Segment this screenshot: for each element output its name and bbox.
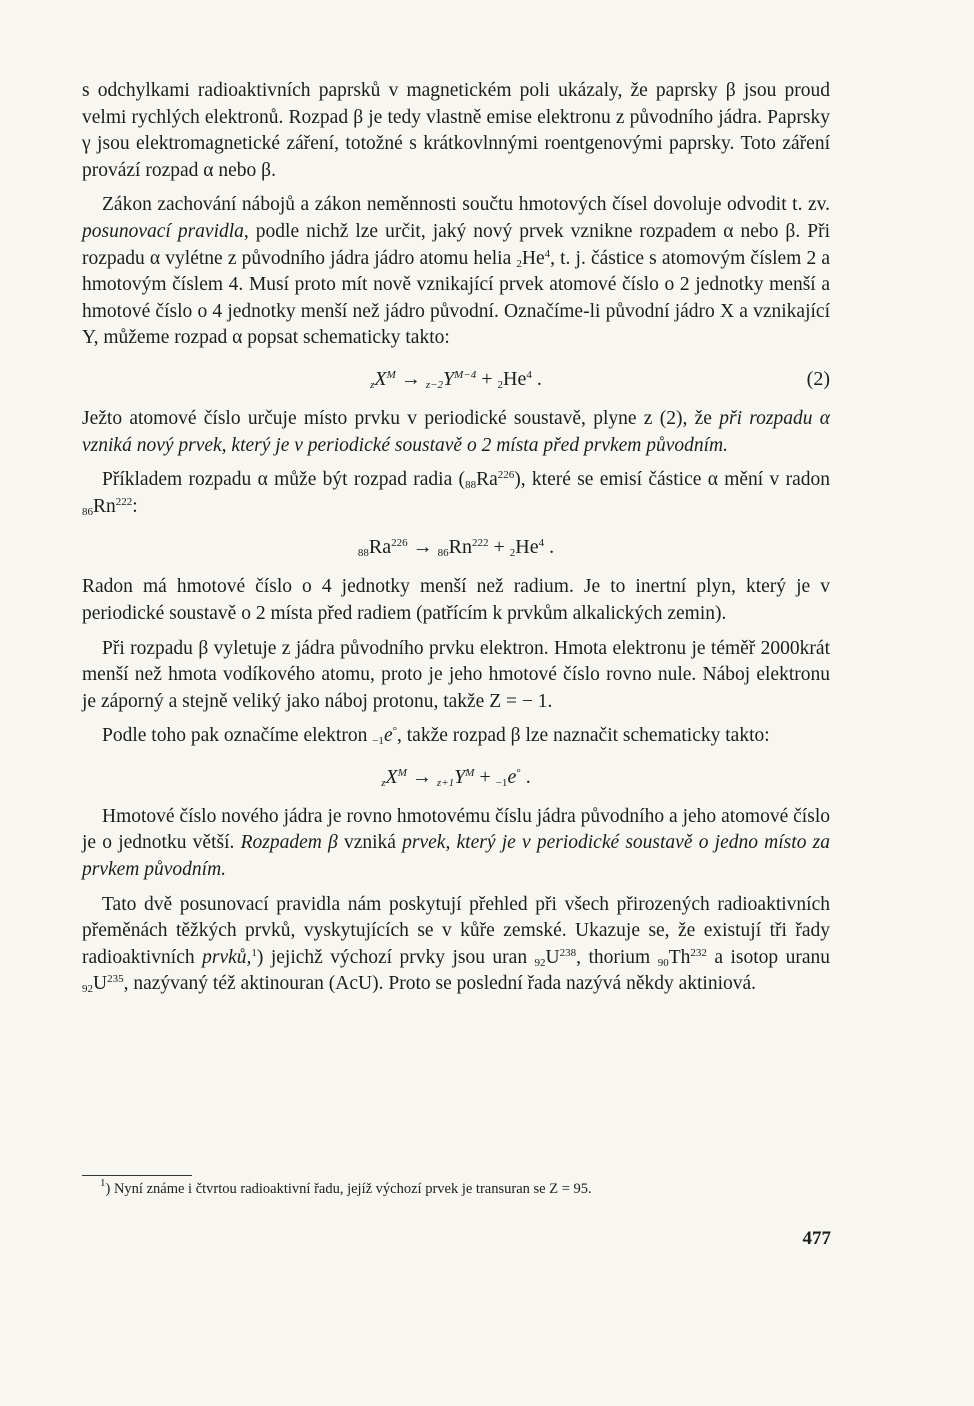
footnote-divider — [82, 1175, 192, 1176]
formula-beta-decay: $_zX^M \to _{z+1}Y^M + _{-1}e^\circ$ . — [381, 765, 531, 789]
equation-number: (2) — [806, 367, 830, 390]
paragraph-3: Ježto atomové číslo určuje místo prvku v periodické soustavě, plyne z (2), že při rozpadu α vzniká nový prvek, který je v periodické soustavě o 2 místa před prvkem původním. — [82, 407, 830, 456]
alpha-rule-italic: při rozpadu α vzniká nový prvek, který je v periodické soustavě o 2 místa před prvkem původním. — [82, 407, 830, 456]
page-number: 477 — [802, 1228, 831, 1249]
formula-radium-decay: $_{88}Ra^{226} \to _{86}Rn^{222} + _2He^4$ . — [357, 536, 555, 560]
footnote-reference: 1 — [251, 946, 257, 959]
paragraph-8: Hmotové číslo nového jádra je rovno hmotovému číslu jádra původního a jeho atomové číslo je o jednotku větší. Rozpadem β vzniká prvek, který je v periodické soustavě o jedno místo za prvkem původním. — [82, 805, 830, 881]
paragraph-9: Tato dvě posunovací pravidla nám poskytují přehled při všech přirozených radioaktivních přeměnách těžkých prvků, vyskytujících se v kůře zemské. Ukazuje se, že existují tři řady radioaktivních prvků,$^1$) jejichž výchozí prvky jsou uran $_{92}U^{238}$, thorium $_{90}Th^{232}$ a isotop uranu $_{92}U^{235}$, nazývaný též aktinouran (AcU). Proto se poslední řada nazývá někdy aktiniová. — [82, 893, 831, 996]
paragraph-4: Příkladem rozpadu α může být rozpad radia $(_{88}Ra^{226})$, které se emisí částice α mění v radon $_{86}Rn^{222}$: — [82, 469, 830, 518]
paragraph-6: Při rozpadu β vyletuje z jádra původního prvku elektron. Hmota elektronu je téměř 2000krát menší než hmota vodíkového atomu, proto je jeho hmotové číslo rovno nule. Náboj elektronu je záporný a stejně veliký jako náboj protonu, takže Z = − 1. — [82, 637, 830, 712]
formula-alpha-decay: $_zX^M \to _{z-2}Y^{M-4} + _2He^4$ . (2) — [82, 360, 830, 398]
paragraph-7: Podle toho pak označíme elektron $_{-1}$e°, takže rozpad β lze naznačit schematicky takto: — [102, 725, 770, 748]
body-text — [82, 78, 830, 1006]
term-shift-rules: posunovací pravidla — [82, 220, 244, 242]
footnote: $^1$) Nyní známe i čtvrtou radioaktivní řadu, jejíž výchozí prvek je transuran se Z = 95. — [100, 1177, 592, 1197]
paragraph-5: Radon má hmotové číslo o 4 jednotky menší než radium. Je to inertní plyn, který je v periodické soustavě o 2 místa před radiem (patřícím k prvkům alkalických zemin). — [82, 576, 830, 624]
paragraph-2: Zákon zachování nábojů a zákon neměnnosti součtu hmotových čísel dovoluje odvodit t. zv. posunovací pravidla, podle nichž lze určit, jaký nový prvek vznikne rozpadem α nebo β. Při rozpadu α vylétne z původního jádra jádro atomu helia $_2He^4$, t. j. částice s atomovým číslem 2 a hmotovým číslem 4. Musí proto mít nově vznikající prvek atomové číslo o 2 jednotky menší a hmotové číslo o 4 jednotky menší než jádro původní. Označíme-li původní jádro X a vznikající Y, můžeme rozpad α popsat schematicky takto: — [82, 194, 830, 349]
paragraph-1: s odchylkami radioaktivních paprsků v magnetickém poli ukázaly, že paprsky β jsou proud velmi rychlých elektronů. Rozpad β je tedy vlastně emise elektronu z původního jádra. Paprsky γ jsou elektromagnetické záření, totožné s krátkovlnnými roentgenovými paprsky. Toto záření provází rozpad α nebo β. — [82, 80, 830, 181]
